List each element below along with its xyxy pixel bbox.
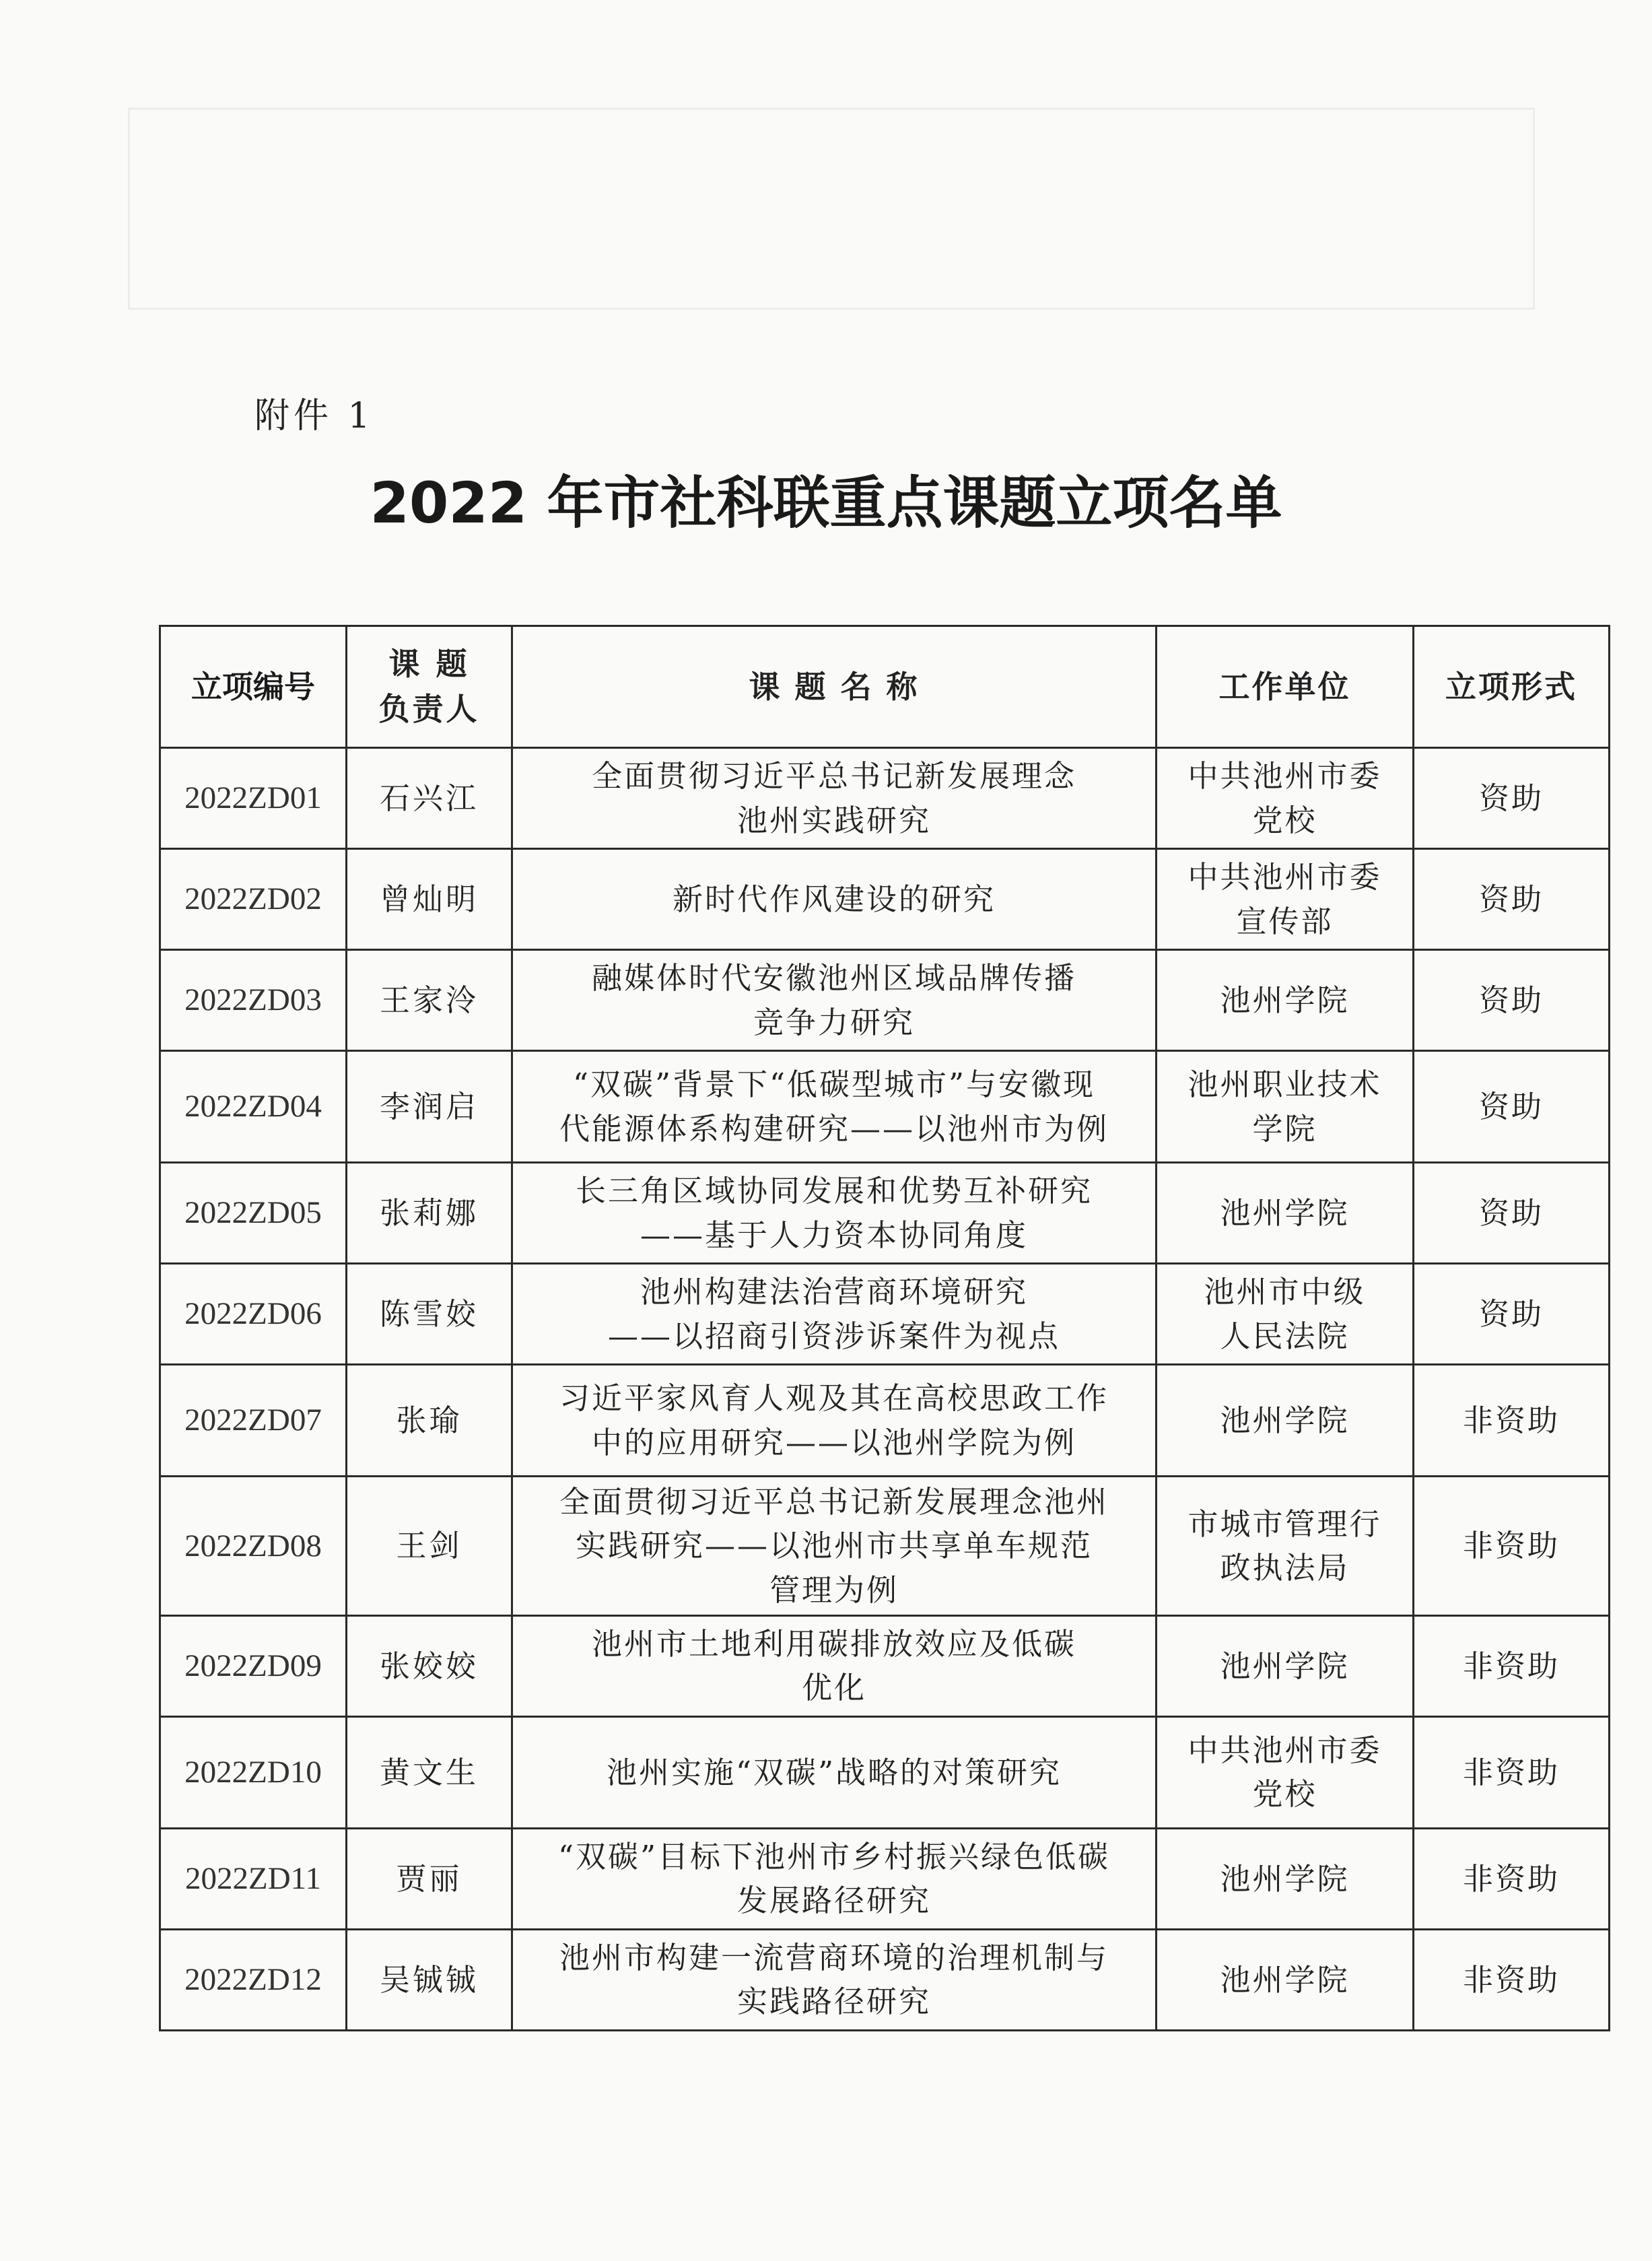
cell-person: 曾灿明 [347, 849, 512, 950]
cell-topic [512, 1264, 1157, 1365]
topic-line: 全面贯彻习近平总书记新发展理念 [591, 758, 1076, 795]
cell-funding-form: 非资助 [1414, 1929, 1610, 2030]
page-title: 2022 年市社科联重点课题立项名单 [370, 470, 1282, 536]
cell-unit [1157, 950, 1414, 1051]
unit-line: 池州学院 [1220, 1402, 1350, 1438]
cell-person: 王家泠 [347, 950, 512, 1051]
cell-person: 张姣姣 [347, 1615, 512, 1716]
unit-line: 池州职业技术 [1188, 1067, 1382, 1103]
topic-line: 池州实施“双碳”战略的对策研究 [606, 1754, 1062, 1790]
cell-person: 黄文生 [347, 1716, 512, 1828]
cell-funding-form: 资助 [1414, 950, 1610, 1051]
cell-project-id: 2022ZD01 [160, 748, 347, 849]
cell-topic [512, 1163, 1157, 1264]
table-row [160, 1365, 1610, 1477]
cell-unit [1157, 1828, 1414, 1929]
cell-unit [1157, 1365, 1414, 1477]
table-row [160, 1828, 1610, 1929]
cell-person: 石兴江 [347, 748, 512, 849]
attachment-label: 附件 1 [254, 396, 374, 436]
topic-line: 习近平家风育人观及其在高校思政工作 [559, 1380, 1109, 1417]
table-row [160, 748, 1610, 849]
table-row [160, 1051, 1610, 1163]
unit-line: 池州学院 [1220, 1961, 1350, 1998]
unit-line: 政执法局 [1220, 1549, 1350, 1586]
topic-line: 长三角区域协同发展和优势互补研究 [575, 1173, 1093, 1209]
topic-line: 融媒体时代安徽池州区域品牌传播 [591, 960, 1076, 997]
unit-line: 宣传部 [1236, 903, 1334, 939]
cell-topic [512, 1477, 1157, 1616]
cell-funding-form: 资助 [1414, 1264, 1610, 1365]
cell-topic [512, 849, 1157, 950]
cell-project-id: 2022ZD08 [160, 1477, 347, 1616]
table-row [160, 1477, 1610, 1616]
cell-project-id: 2022ZD09 [160, 1615, 347, 1716]
cell-funding-form: 非资助 [1414, 1615, 1610, 1716]
project-list-table [159, 625, 1610, 2031]
topic-line: 优化 [801, 1670, 866, 1706]
cell-topic [512, 1929, 1157, 2030]
header-topic: 课 题 名 称 [512, 626, 1157, 748]
cell-project-id: 2022ZD05 [160, 1163, 347, 1264]
cell-project-id: 2022ZD02 [160, 849, 347, 950]
cell-unit [1157, 1051, 1414, 1163]
faint-show-through-box [128, 108, 1535, 310]
cell-project-id: 2022ZD10 [160, 1716, 347, 1828]
table-header-row [160, 626, 1610, 748]
topic-line: ——基于人力资本协同角度 [640, 1217, 1028, 1253]
cell-funding-form: 非资助 [1414, 1716, 1610, 1828]
unit-line: 池州学院 [1220, 1860, 1350, 1897]
topic-line: 竞争力研究 [753, 1004, 915, 1040]
topic-line: 代能源体系构建研究——以池州市为例 [559, 1110, 1109, 1147]
topic-line: 池州市构建一流营商环境的治理机制与 [559, 1940, 1109, 1976]
table-row [160, 950, 1610, 1051]
topic-line: 管理为例 [769, 1572, 899, 1608]
table-row [160, 1716, 1610, 1828]
cell-unit [1157, 849, 1414, 950]
header-form: 立项形式 [1414, 626, 1610, 748]
cell-funding-form: 资助 [1414, 1163, 1610, 1264]
cell-topic [512, 1051, 1157, 1163]
cell-funding-form: 资助 [1414, 849, 1610, 950]
table-row [160, 1163, 1610, 1264]
topic-line: ——以招商引资涉诉案件为视点 [607, 1318, 1060, 1354]
cell-unit [1157, 748, 1414, 849]
cell-project-id: 2022ZD06 [160, 1264, 347, 1365]
cell-funding-form: 非资助 [1414, 1365, 1610, 1477]
cell-person: 王剑 [347, 1477, 512, 1616]
unit-line: 市城市管理行 [1188, 1506, 1382, 1542]
unit-line: 党校 [1252, 1776, 1317, 1813]
unit-line: 中共池州市委 [1188, 758, 1382, 795]
unit-line: 池州学院 [1220, 982, 1350, 1018]
topic-line: “双碳”目标下池州市乡村振兴绿色低碳 [557, 1839, 1110, 1875]
header-id: 立项编号 [160, 626, 347, 748]
unit-line: 党校 [1252, 802, 1317, 838]
topic-line: 新时代作风建设的研究 [672, 881, 996, 917]
header-person [347, 626, 512, 748]
cell-person: 张瑜 [347, 1365, 512, 1477]
cell-unit [1157, 1477, 1414, 1616]
unit-line: 学院 [1252, 1110, 1317, 1147]
header-person-line2: 负责人 [378, 691, 480, 727]
unit-line: 中共池州市委 [1188, 1732, 1382, 1768]
header-unit: 工作单位 [1157, 626, 1414, 748]
unit-line: 中共池州市委 [1188, 859, 1382, 896]
topic-line: 全面贯彻习近平总书记新发展理念池州 [559, 1484, 1109, 1520]
cell-unit [1157, 1163, 1414, 1264]
cell-funding-form: 非资助 [1414, 1477, 1610, 1616]
cell-person: 张莉娜 [347, 1163, 512, 1264]
cell-topic [512, 1615, 1157, 1716]
cell-unit [1157, 1615, 1414, 1716]
unit-line: 池州市中级 [1204, 1274, 1366, 1310]
topic-line: 实践路径研究 [736, 1984, 931, 2020]
table-body [160, 748, 1610, 2031]
cell-topic [512, 950, 1157, 1051]
table-row [160, 849, 1610, 950]
table-row [160, 1929, 1610, 2030]
topic-line: 实践研究——以池州市共享单车规范 [575, 1528, 1093, 1564]
cell-person: 吴铖铖 [347, 1929, 512, 2030]
topic-line: “双碳”背景下“低碳型城市”与安徽现 [572, 1067, 1096, 1103]
cell-funding-form: 非资助 [1414, 1828, 1610, 1929]
cell-person: 李润启 [347, 1051, 512, 1163]
cell-project-id: 2022ZD07 [160, 1365, 347, 1477]
cell-project-id: 2022ZD12 [160, 1929, 347, 2030]
cell-project-id: 2022ZD03 [160, 950, 347, 1051]
table-row [160, 1264, 1610, 1365]
topic-line: 池州市土地利用碳排放效应及低碳 [591, 1626, 1076, 1662]
unit-line: 池州学院 [1220, 1194, 1350, 1231]
cell-person: 陈雪姣 [347, 1264, 512, 1365]
topic-line: 发展路径研究 [736, 1883, 931, 1919]
topic-line: 中的应用研究——以池州学院为例 [591, 1424, 1076, 1460]
unit-line: 人民法院 [1220, 1318, 1350, 1354]
cell-unit [1157, 1929, 1414, 2030]
cell-funding-form: 资助 [1414, 1051, 1610, 1163]
cell-topic [512, 1828, 1157, 1929]
table-row [160, 1615, 1610, 1716]
cell-topic [512, 748, 1157, 849]
unit-line: 池州学院 [1220, 1648, 1350, 1684]
cell-funding-form: 资助 [1414, 748, 1610, 849]
cell-person: 贾丽 [347, 1828, 512, 1929]
cell-unit [1157, 1264, 1414, 1365]
cell-project-id: 2022ZD04 [160, 1051, 347, 1163]
header-person-line1: 课 题 [388, 646, 470, 683]
cell-topic [512, 1365, 1157, 1477]
cell-project-id: 2022ZD11 [160, 1828, 347, 1929]
topic-line: 池州构建法治营商环境研究 [640, 1274, 1028, 1310]
topic-line: 池州实践研究 [736, 802, 931, 838]
cell-topic [512, 1716, 1157, 1828]
cell-unit [1157, 1716, 1414, 1828]
